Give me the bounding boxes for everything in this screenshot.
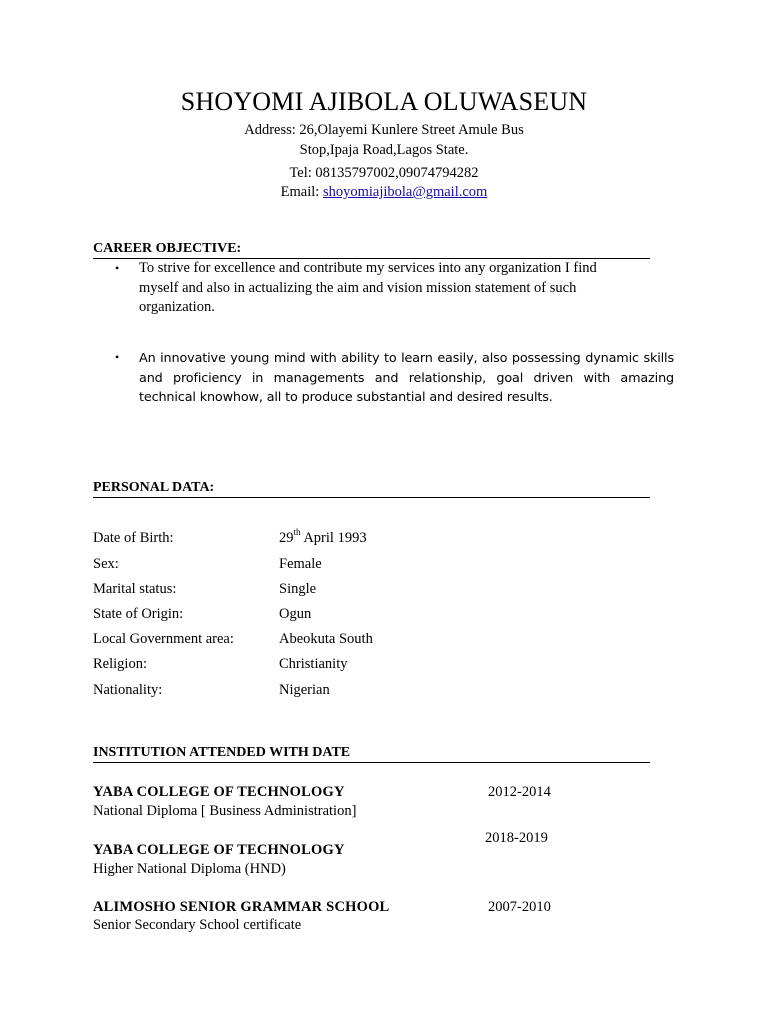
religion-value: Christianity <box>279 656 348 672</box>
bullet-icon: • <box>115 261 120 275</box>
religion-label: Religion: <box>93 656 147 672</box>
telephone: Tel: 08135797002,09074794282 <box>289 165 479 181</box>
address-line-1: Address: 26,Olayemi Kunlere Street Amule Bus <box>244 122 524 138</box>
state-of-origin-label: State of Origin: <box>93 606 184 622</box>
marital-status-label: Marital status: <box>93 581 177 597</box>
dob-day: 29 <box>279 530 294 546</box>
dob-value <box>279 529 367 547</box>
email-line <box>0 183 768 201</box>
email-link[interactable]: shoyomiajibola@gmail.com <box>322 184 488 200</box>
institution-name: ALIMOSHO SENIOR GRAMMAR SCHOOL <box>93 899 390 915</box>
institutions-heading: INSTITUTION ATTENDED WITH DATE <box>93 745 650 763</box>
career-objective-item-2: An innovative young mind with ability to learn easily, also possessing dynamic skills and proficiency in managements and relationship, goal driven with amazing technical knowhow, all to produce substantial and desired results. <box>139 351 674 405</box>
institution-qualification: National Diploma [ Business Administration] <box>93 803 357 819</box>
marital-status-value: Single <box>279 581 317 597</box>
lga-value: Abeokuta South <box>279 631 373 647</box>
nationality-value: Nigerian <box>279 682 330 698</box>
sex-value: Female <box>279 556 322 572</box>
personal-data-heading: PERSONAL DATA: <box>93 480 650 498</box>
career-objective-heading: CAREER OBJECTIVE: <box>93 241 650 259</box>
bullet-icon: • <box>115 350 120 364</box>
email-label: Email: <box>280 184 323 200</box>
nationality-label: Nationality: <box>93 682 163 698</box>
dob-label: Date of Birth: <box>93 530 174 546</box>
institution-name: YABA COLLEGE OF TECHNOLOGY <box>93 784 345 800</box>
address-line-2: Stop,Ipaja Road,Lagos State. <box>299 142 469 158</box>
dob-suffix: th <box>293 527 301 538</box>
state-of-origin-value: Ogun <box>279 606 312 622</box>
applicant-name: SHOYOMI AJIBOLA OLUWASEUN <box>180 87 588 116</box>
institution-years: 2012-2014 <box>488 784 551 800</box>
institution-qualification: Higher National Diploma (HND) <box>93 861 286 877</box>
institution-qualification: Senior Secondary School certificate <box>93 917 302 933</box>
institution-name: YABA COLLEGE OF TECHNOLOGY <box>93 842 345 858</box>
lga-label: Local Government area: <box>93 631 234 647</box>
dob-month-year: April 1993 <box>300 530 367 546</box>
sex-label: Sex: <box>93 556 119 572</box>
institution-years: 2018-2019 <box>485 830 548 846</box>
career-objective-item-1: To strive for excellence and contribute my services into any organization I find myself and also in actualizing the aim and vision mission statement of such organization. <box>139 260 597 315</box>
institution-years: 2007-2010 <box>488 899 551 915</box>
